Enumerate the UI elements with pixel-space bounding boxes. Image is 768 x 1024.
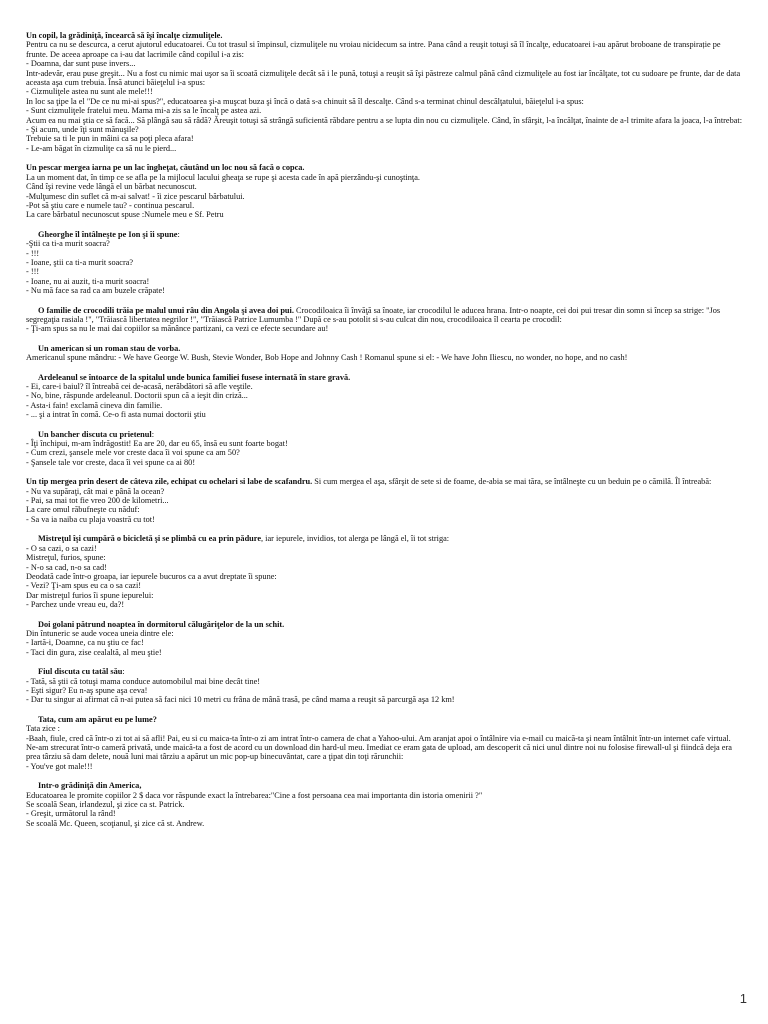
- joke-title: O familie de crocodili trăia pe malul unui râu din Angola şi avea doi pui.: [38, 305, 294, 315]
- joke-line: Deodată cade într-o groapa, iar iepurele bucuros ca a avut dreptate îi spune:: [26, 571, 277, 581]
- joke-heading: [26, 534, 744, 543]
- joke-line: La care bărbatul necunoscut spuse :Numele meu e Sf. Petru: [26, 210, 224, 220]
- joke-heading: [26, 715, 744, 724]
- joke-line: - Taci din gura, zise cealaltă, al meu ştie!: [26, 647, 162, 657]
- joke-line: - Sa va ia naiba cu plaja voastră cu tot!: [26, 514, 155, 524]
- joke-title: Mistreţul îşi cumpără o bicicletă şi se plimbă cu ea prin pădure: [38, 534, 262, 544]
- joke-line: - Nu mă face sa rad ca am buzele crăpate!: [26, 286, 165, 296]
- joke-line: - Cizmuliţele astea nu sunt ale mele!!!: [26, 87, 153, 97]
- joke-line: -Baah, fiule, cred că într-o zi tot ai să afli! Pai, eu si cu maica-ta într-o zi am intrat într-o camera de chat a Yahoo-ului. Am aranjat apoi o întâlnire via e-mail cu maică-ta şi neam întâlnit într-un internet cafe virtual. Ne-am strecurat într-o cameră privată, unde maică-ta a fost de acord cu un download din hard-ul meu. Imediat ce eram gata de upload, am descoperit că nici unul dintre noi nu folosise firewall-ul şi fiindcă deja era prea târziu să dam delete, nouă luni mai târziu a apărut un mic pop-up binecuvântat, care a ţipat din toţi rărunchii:: [26, 733, 732, 762]
- joke-5: [26, 344, 744, 363]
- joke-title: Fiul discuta cu tatăl său: [38, 667, 123, 677]
- joke-2: [26, 163, 744, 219]
- joke-title: Tata, cum am apărut eu pe lume?: [38, 714, 157, 724]
- joke-heading: [26, 230, 744, 239]
- joke-line: - Nu va supăraţi, cât mai e până la ocean?: [26, 486, 165, 496]
- joke-line: Intr-adevăr, erau puse greşit... Nu a fost cu nimic mai uşor sa îi scoată cizmuliţele decât să i le pună, totuşi a reuşit să îşi păstreze calmul până când cizmuliţele au fost iar încălţate, tot cu sudoare pe frunte, dar de data aceasta aşa cum trebuia. Însă atunci băieţelul i-a spus:: [26, 68, 741, 88]
- joke-line: - !!!: [26, 248, 40, 258]
- joke-line: - Îţi închipui, m-am îndrăgostit! Ea are 20, dar eu 65, însă eu sunt foarte bogat!: [26, 439, 288, 449]
- joke-heading: [26, 31, 744, 40]
- joke-line: Se scoală Mc. Queen, scoţianul, şi zice că st. Andrew.: [26, 818, 205, 828]
- joke-line: Dar mistreţul furios îi spune iepurelui:: [26, 590, 154, 600]
- joke-line: - O sa cazi, o sa cazi!: [26, 543, 97, 553]
- joke-line: Pentru ca nu se descurca, a cerut ajutorul educatoarei. Cu tot trasul si împinsul, cizmuliţele nu vroiau nicidecum sa intre. Pana când a reuşit totuşi să îl încalţe, educatoarei i-au apărut broboane de transpirație pe frunte. De aceea aproape ca i-au dat lacrimile când copilul i-a zis:: [26, 40, 721, 59]
- joke-title: Un bancher discuta cu prietenul: [38, 429, 152, 439]
- joke-line: -Ştii ca ti-a murit soacra?: [26, 239, 110, 249]
- joke-title: Un copil, la grădiniţă, încearcă să îşi încalţe cizmuliţele.: [26, 31, 223, 40]
- joke-1: [26, 31, 744, 153]
- joke-line: - Ioane, ştii ca ti-a murit soacra?: [26, 257, 134, 267]
- joke-line: - Eşti sigur? Eu n-aş spune aşa ceva!: [26, 685, 148, 695]
- joke-line: - Ţi-am spus sa nu le mai dai copiilor sa mănânce partizani, ca vezi ce efecte secundare au!: [26, 324, 329, 334]
- joke-line: - Sunt cizmuliţele fratelui meu. Mama mi-a zis sa le încalţ pe astea azi.: [26, 106, 262, 116]
- joke-line: Trebuie sa ti le pun in mâini ca sa poţi pleca afara!: [26, 134, 194, 144]
- joke-4: [26, 306, 744, 334]
- joke-line: Se scoală Sean, irlandezul, şi zice ca st. Patrick.: [26, 800, 185, 810]
- joke-line: Educatoarea le promite copiilor 2 $ daca vor răspunde exact la întrebarea:"Cine a fost persoana cea mai importanta din istoria omenirii ?": [26, 790, 483, 800]
- page-number: 1: [739, 991, 747, 1006]
- joke-8: [26, 477, 744, 524]
- joke-line: La un moment dat, în timp ce se afla pe la mijlocul lacului gheaţa se rupe şi acesta cade în apă pierzându-şi cunoştinţa.: [26, 172, 420, 182]
- joke-title: Un tip mergea prin desert de câteva zile, echipat cu ochelari si labe de scafandru.: [26, 477, 313, 487]
- joke-7: [26, 430, 744, 468]
- joke-9: [26, 534, 744, 609]
- joke-heading: [26, 667, 744, 676]
- joke-heading: [26, 781, 744, 790]
- joke-line: - Le-am băgat în cizmuliţe ca să nu le pierd...: [26, 143, 177, 153]
- joke-intro: Si cum mergea el aşa, sfârşit de sete si de foame, de-abia se mai tăra, se întâlneşte cu un beduin pe o cămilă. Îl întreabă:: [312, 477, 712, 487]
- joke-line: - Dar tu singur ai afirmat că n-ai putea să faci nici 10 metri cu frâna de mână trasă, pe când mama a reuşit să parcurgă aşa 12 km!: [26, 695, 455, 705]
- joke-line: Americanul spune mândru: - We have George W. Bush, Stevie Wonder, Bob Hope and Johnny Cash ! Romanul spune si el: - We have John Iliescu, no wonder, no hope, and no cash!: [26, 353, 628, 363]
- joke-intro: :: [177, 229, 180, 239]
- joke-title: Doi golani pătrund noaptea în dormitorul călugăriţelor de la un schit.: [38, 619, 285, 629]
- joke-line: - Pai, sa mai tot fie vreo 200 de kilometri...: [26, 496, 169, 506]
- joke-10: [26, 620, 744, 658]
- joke-line: - Cum crezi, şansele mele vor creste daca îi voi spune ca am 50?: [26, 448, 240, 458]
- joke-line: - Iartă-i, Doamne, ca nu ştiu ce fac!: [26, 638, 144, 648]
- joke-line: Tata zice :: [26, 724, 60, 734]
- joke-heading: [26, 620, 744, 629]
- joke-line: - Ei, care-i baiul? îl întreabă cei de-acasă, nerăbdători să afle veştile.: [26, 382, 253, 391]
- joke-line: - Vezi? Ţi-am spus eu ca o sa cazi!: [26, 581, 142, 591]
- joke-heading: [26, 163, 744, 172]
- joke-heading: [26, 477, 744, 486]
- joke-line: Mistreţul, furios, spune:: [26, 553, 106, 563]
- joke-13: [26, 781, 744, 828]
- jokes-list: [26, 31, 744, 828]
- joke-intro: :: [122, 667, 125, 677]
- joke-intro: Crocodiloaica îi învăţă sa înoate, iar crocodilul le aducea hrana. Intr-o noapte, cei doi pui tresar din somn si încep sa strige: "Jos segregaţia rasiala !", "Trăiască libertatea negrilor !", "Trăiască Patrice Lumumba !" După ce s-au potolit si s-au culcat din nou, crocodiloaica îl cearta pe crocodil:: [26, 305, 721, 324]
- joke-line: - You've got male!!!: [26, 761, 93, 771]
- joke-line: - Tată, să ştii că totuşi mama conduce automobilul mai bine decât tine!: [26, 676, 261, 686]
- joke-line: - !!!: [26, 267, 40, 277]
- joke-heading: [26, 373, 744, 382]
- joke-11: [26, 667, 744, 705]
- joke-line: In loc sa ţipe la el "De ce nu mi-ai spus?", educatoarea şi-a muşcat buza şi încă o dată s-a chinuit să îl descalţe. Când s-a terminat chinul descălţatului, băieţelul i-a spus:: [26, 96, 584, 106]
- joke-title: Un pescar mergea iarna pe un lac îngheţat, căutând un loc nou să facă o copca.: [26, 163, 305, 173]
- joke-line: Acum ea nu mai ştia ce să facă... Să plângă sau să râdă? Ăreuşit totuşi să strângă suficientă răbdare pentru a se lupta din nou cu cizmuliţele. Când, în sfârşit, l-a încălţat, înainte de a-l trimite afara la joaca, l-a întrebat:: [26, 115, 743, 125]
- joke-line: - Ioane, nu ai auzit, ti-a murit soacra!: [26, 276, 150, 286]
- joke-line: -Mulţumesc din suflet că m-ai salvat! - îi zice pescarul bărbatului.: [26, 191, 245, 201]
- joke-heading: [26, 306, 744, 325]
- joke-intro: , iar iepurele, invidios, tot alerga pe lângă el, îi tot striga:: [261, 534, 450, 544]
- joke-line: - Şansele tale vor creste, daca îi vei spune ca ai 80!: [26, 457, 196, 467]
- joke-line: -Pot să ştiu care e numele tau? - continua pescarul.: [26, 200, 195, 210]
- joke-line: Când îşi revine vede lângă el un bărbat necunoscut.: [26, 182, 197, 192]
- joke-line: - N-o sa cad, n-o sa cad!: [26, 562, 107, 572]
- joke-title: Un american si un roman stau de vorba.: [38, 343, 181, 353]
- joke-line: Din întuneric se aude vocea uneia dintre ele:: [26, 628, 174, 638]
- joke-6: [26, 373, 744, 420]
- joke-line: - ... şi a intrat în comă. Ce-o fi asta numai doctorii ştiu: [26, 410, 206, 420]
- joke-line: - Greşit, următorul la rând!: [26, 809, 116, 819]
- joke-12: [26, 715, 744, 771]
- joke-3: [26, 230, 744, 296]
- joke-title: Gheorghe îl întâlneşte pe Ion şi îi spune: [38, 229, 178, 239]
- joke-line: - Asta-i fain! exclamă cineva din familie.: [26, 400, 163, 410]
- joke-heading: [26, 344, 744, 353]
- joke-title: Ardeleanul se întoarce de la spitalul unde bunica familiei fusese internată în stare gravă.: [38, 372, 351, 382]
- joke-line: - Doamna, dar sunt puse invers...: [26, 59, 136, 69]
- joke-line: - Parchez unde vreau eu, da?!: [26, 600, 125, 610]
- joke-intro: :: [151, 429, 155, 439]
- joke-title: Intr-o grădiniţă din America,: [38, 781, 142, 791]
- joke-heading: [26, 430, 744, 439]
- joke-line: - No, bine, răspunde ardeleanul. Doctorii spun că a ieşit din criză...: [26, 391, 248, 401]
- joke-line: La care omul răbufneşte cu năduf:: [26, 505, 140, 515]
- joke-line: - Şi acum, unde îţi sunt mănuşile?: [26, 125, 139, 135]
